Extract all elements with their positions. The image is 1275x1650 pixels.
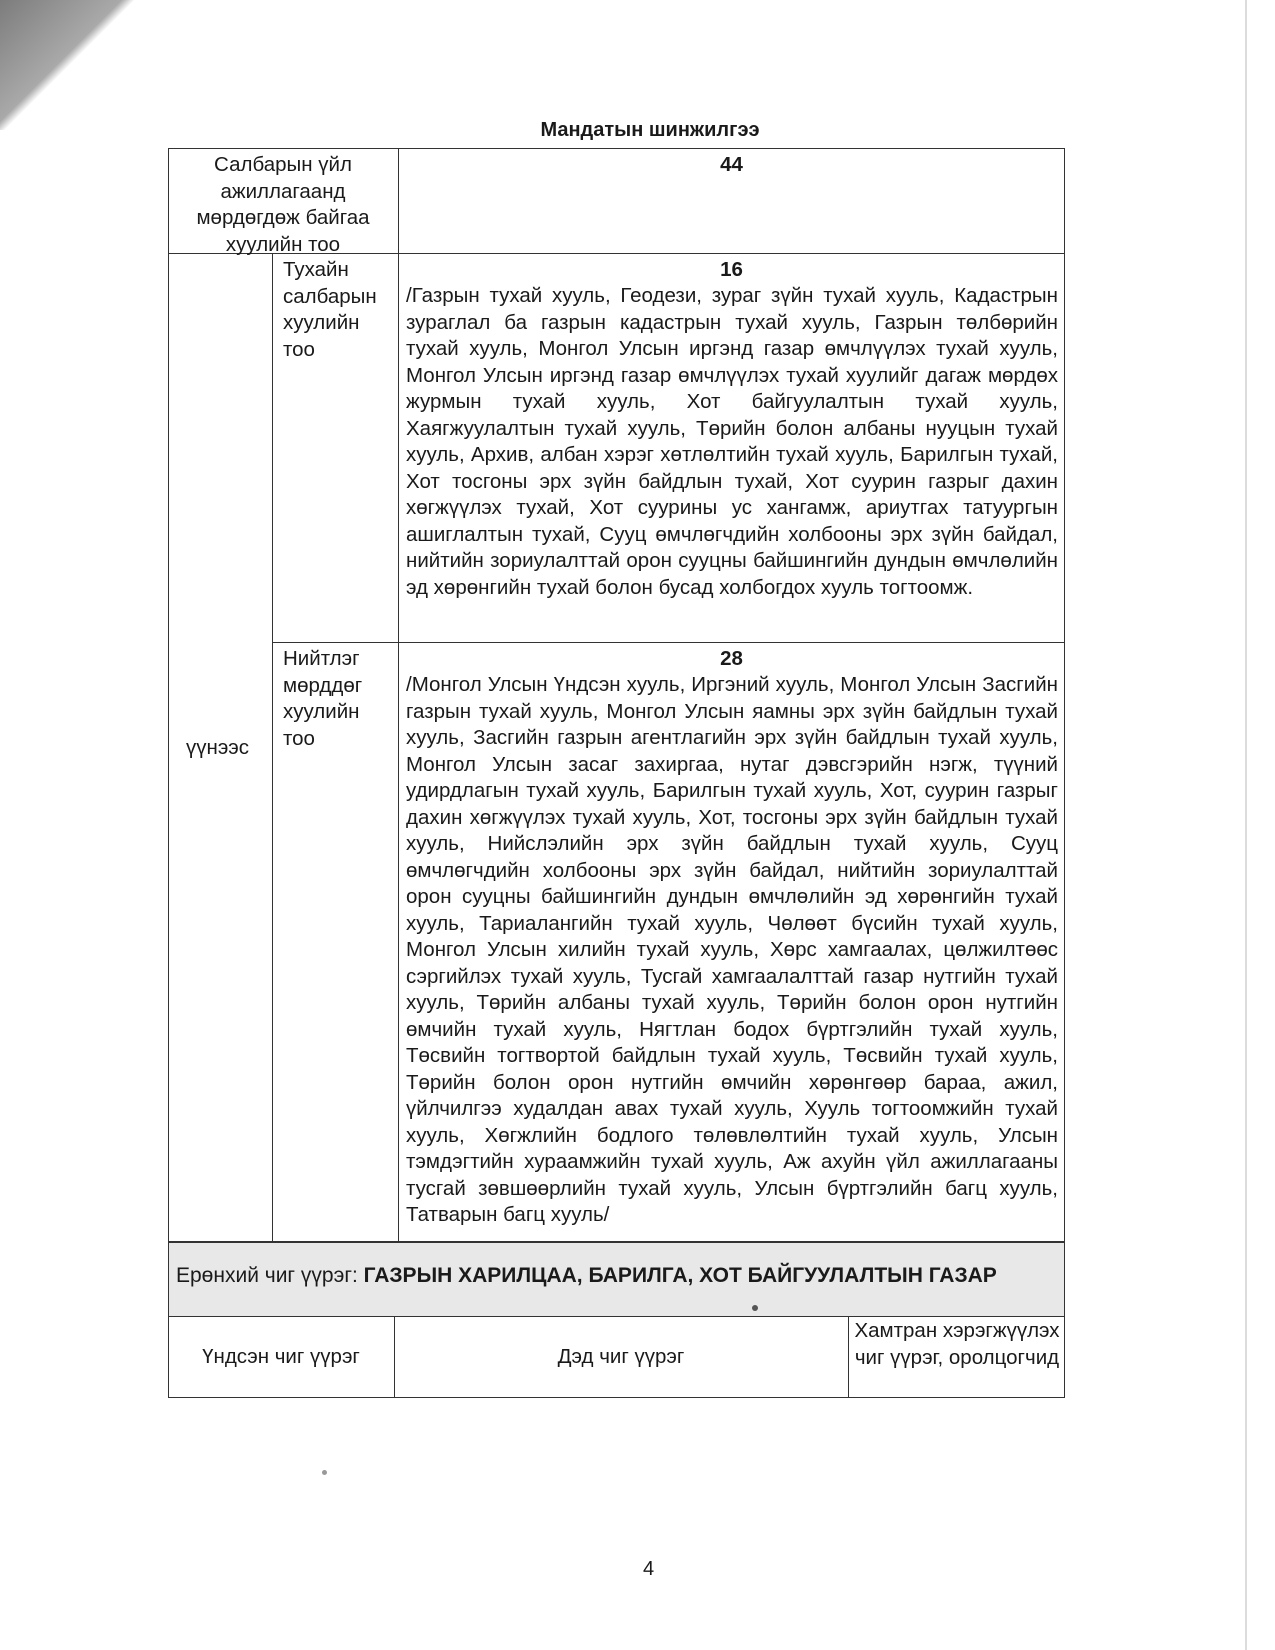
scan-edge-line [1245,0,1247,1650]
sector-laws-count: 16 [720,258,743,281]
total-laws-label: Салбарын үйл ажиллагаанд мөрдөгдөж байгаа хуулийн тоо [196,153,370,256]
page-number: 4 [643,1558,655,1580]
sector-laws-label: Тухайн салбарын хуулийн тоо [283,258,377,361]
sector-laws-list: /Газрын тухай хууль, Геодези, зураг зүйн тухай хууль, Кадастрын зураглал ба газрын кадастрын тухай хууль, Газрын төлбөрийн тухай хууль, Монгол Улсын иргэнд газар өмчлүүлэх тухай хууль, Монгол Улсын иргэнд газар өмчлүүлэх тухай хуулийг дагаж мөрдөх журмын тухай хууль, Хот байгуулалтын тухай хууль, Хаягжуулалтын тухай хууль, Төрийн болон албаны нууцын тухай хууль, Архив, албан хэрэг хөтлөлтийн тухай хууль, Барилгын тухай, Хот тосгоны эрх зүйн байдлын тухай, Хот суурин газрыг дахин хөгжүүлэх тухай, Хот суурины ус хангамж, ариутгах татуургын ашиглалтын тухай, Сууц өмчлөгчдийн холбооны эрх зүйн байдал, нийтийн зориулалттай орон сууцны байшингийн дундын өмчлөлийн эд хөрөнгийн тухай болон бусад холбогдох хууль тогтоомж. [406,284,1058,599]
common-laws-label: Нийтлэг мөрддөг хуулийн тоо [283,647,363,750]
common-laws-list: /Монгол Улсын Үндсэн хууль, Иргэний хууль, Монгол Улсын Засгийн газрын тухай хууль, Монгол Улсын яамны эрх зүйн байдлын тухай хууль, Засгийн газрын агентлагийн эрх зүйн байдлын тухай хууль, Монгол Улсын засаг захиргаа, нутаг дэвсгэрийн нэгж, түүний удирдлагын тухай хууль, Барилгын тухай хууль, Хот, суурин газрыг дахин хөгжүүлэх тухай хууль, Хот, тосгоны эрх зүйн байдлын тухай хууль, Нийслэлийн эрх зүйн байдлын тухай хууль, Сууц өмчлөгчдийн холбооны эрх зүйн байдал, нийтийн зориулалттай орон сууцны байшингийн дундын өмчлөлийн эд хөрөнгийн тухай хууль, Тариалангийн тухай хууль, Чөлөөт бүсийн тухай хууль, Монгол Улсын хилийн тухай хууль, Хөрс хамгаалах, цөлжилтөөс сэргийлэх тухай хууль, Тусгай хамгаалалттай газар нутгийн тухай хууль, Төрийн албаны тухай хууль, Төрийн болон орон нутгийн өмчийн тухай хууль, Нягтлан бодох бүртгэлийн тухай хууль, Төсвийн тогтвортой байдлын тухай хууль, Төсвийн тухай хууль, Төрийн болон орон нутгийн өмчийн хөрөнгөөр бараа, ажил, үйлчилгээ худалдан авах тухай хууль, Хууль тогтоомжийн тухай хууль, Хөгжлийн бодлого төлөвлөлтийн тухай хууль, Улсын тэмдэгтийн хураамжийн тухай хууль, Аж ахуйн үйл ажиллагааны тусгай зөвшөөрлийн тухай хууль, Улсын бүртгэлийн багц хууль, Татварын багц хууль/ [406,673,1058,1226]
common-laws-count: 28 [720,647,743,670]
general-function [176,1262,1056,1289]
column-sub-function: Дэд чиг үүрэг [557,1345,685,1368]
total-laws-value: 44 [720,153,743,176]
scan-speck [752,1305,758,1311]
column-joint-function: Хамтран хэрэгжүүлэх чиг үүрэг, оролцогчид [854,1319,1060,1369]
document-title: Мандатын шинжилгээ [540,119,760,141]
scan-corner-shadow [0,0,140,130]
scan-speck [322,1470,327,1475]
general-function-label: Ерөнхий чиг үүрэг: [176,1264,358,1287]
group-label: үүнээс [186,736,249,759]
column-main-function: Үндсэн чиг үүрэг [202,1345,360,1368]
general-function-value: ГАЗРЫН ХАРИЛЦАА, БАРИЛГА, ХОТ БАЙГУУЛАЛТЫН ГАЗАР [363,1264,997,1287]
